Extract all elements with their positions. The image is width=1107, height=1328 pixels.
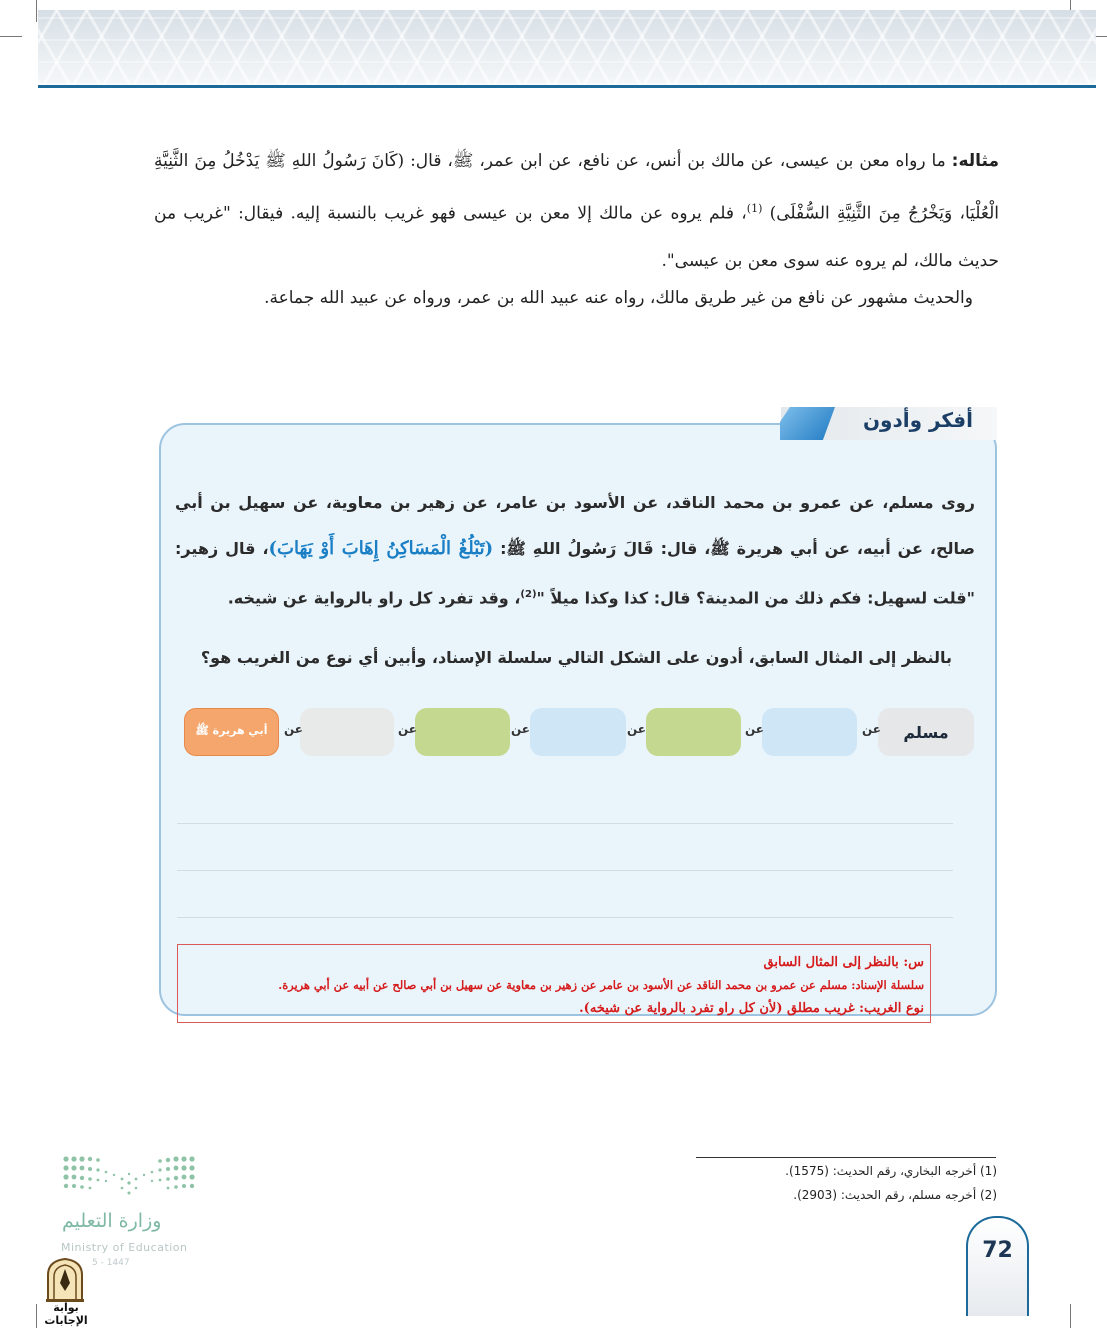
activity-question: بالنظر إلى المثال السابق، أدون على الشكل التالي سلسلة الإسناد، وأبين أي نوع من الغريب هو؟ [200, 648, 952, 667]
narration-after: ، قال زهير: "قلت لسهيل: فكم ذلك من المدينة؟ قال: كذا وكذا ميلاً " [175, 539, 975, 608]
example-body: ما رواه معن بن عيسى، عن مالك بن أنس، عن نافع، عن ابن عمر، ﷺ، قال: (كَانَ رَسُولُ اللهِ ﷺ يَدْخُلُ مِنَ الثَّنِيَّةِ الْعُلْيَا، وَيَخْرُجُ مِنَ الثَّنِيَّةِ السُّفْلَى) [154, 151, 1000, 224]
answer-chain: سلسلة الإسناد: مسلم عن عمرو بن محمد الناقد عن الأسود بن عامر عن زهير بن معاوية عن سهيل بن أبي صالح عن أبيه عن أبي هريرة. [278, 978, 924, 992]
activity-narration [175, 480, 975, 621]
answer-question: س: بالنظر إلى المثال السابق [763, 955, 924, 970]
crop-mark [0, 36, 22, 37]
narration-before: روى مسلم، عن عمرو بن محمد الناقد، عن الأسود بن عامر، عن زهير بن معاوية، عن سهيل بن أبي صالح، عن أبيه، عن أبي هريرة ﷺ، قال: قَالَ رَسُولُ اللهِ ﷺ: [175, 493, 976, 558]
footnote-ref-2[interactable]: (2) [520, 589, 537, 600]
footnote-rule [696, 1157, 996, 1158]
ministry-name-ar: وزارة التعليم [62, 1210, 162, 1232]
ministry-name-en: Ministry of Education [61, 1241, 188, 1254]
chain-connector: عن [627, 722, 646, 736]
answer-type: نوع الغريب: غريب مطلق (لأن كل راو تفرد بالرواية عن شيخه). [579, 1001, 924, 1016]
example-tail: ، فلم يروه عن مالك إلا معن بن عيسى فهو غريب بالنسبة إليه. فيقال: "غريب من حديث مالك، لم يروه عنه سوى معن بن عيسى". [154, 203, 999, 271]
crop-mark [1070, 1304, 1071, 1328]
activity-title: أفكر وأدون [862, 408, 973, 432]
example-paragraph [154, 138, 999, 285]
example-second-paragraph: والحديث مشهور عن نافع من غير طريق مالك، رواه عنه عبيد الله بن عمر، ورواه عن عبيد الله جماعة. [264, 288, 973, 308]
footnote-ref-1[interactable]: (1) [746, 202, 763, 215]
footnote-2: (2) أخرجه مسلم، رقم الحديث: (2903). [793, 1188, 997, 1202]
answer-box [177, 944, 931, 1023]
example-lead: مثاله: [951, 151, 999, 171]
header-pattern-band [38, 10, 1096, 85]
chain-connector: عن [862, 722, 881, 736]
header-rule [38, 85, 1096, 88]
gateway-arch-icon [44, 1257, 86, 1303]
chain-first-narrator: مسلم [878, 708, 974, 756]
chain-connector: عن [745, 722, 764, 736]
footnote-1: (1) أخرجه البخاري، رقم الحديث: (1575). [785, 1164, 997, 1178]
narration-end: ، وقد تفرد كل راو بالرواية عن شيخه. [227, 588, 521, 608]
chain-connector: عن [398, 722, 417, 736]
writing-line[interactable] [177, 823, 953, 824]
crop-mark [36, 0, 37, 22]
ministry-logo-icon [62, 1155, 196, 1200]
chain-blank-box-1[interactable] [762, 708, 857, 756]
ministry-year: 5 - 1447 [92, 1258, 130, 1268]
chain-last-narrator: أبي هريرة ﷺ [184, 708, 279, 756]
chain-connector: عن [284, 722, 303, 736]
chain-blank-box-3[interactable] [530, 708, 626, 756]
gateway-label: بوابة الإجابات [44, 1301, 88, 1327]
writing-line[interactable] [177, 870, 953, 871]
chain-blank-box-5[interactable] [300, 708, 394, 756]
chain-blank-box-2[interactable] [646, 708, 741, 756]
page-number: 72 [982, 1238, 1013, 1263]
chain-connector: عن [511, 722, 530, 736]
writing-line[interactable] [177, 917, 953, 918]
chain-blank-box-4[interactable] [415, 708, 510, 756]
hadith-text: (تَبْلُغُ الْمَسَاكِنُ إِهَابَ أَوْ يَهَابَ) [268, 538, 494, 559]
page-number-tab [966, 1216, 1029, 1316]
